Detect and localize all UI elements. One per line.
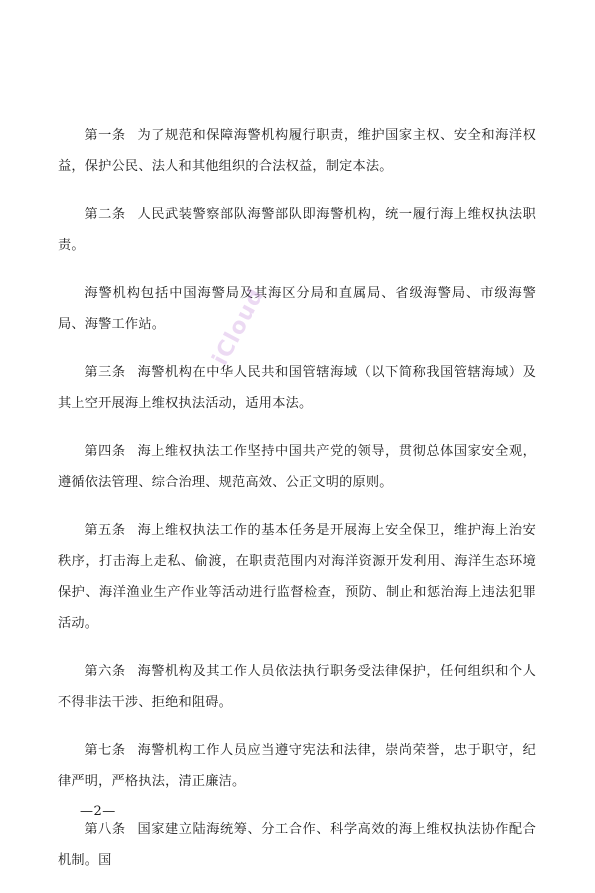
article-text: 海警机构包括中国海警局及其海区分局和直属局、省级海警局、市级海警局、海警工作站。	[58, 286, 536, 332]
page-number: —2—	[80, 804, 116, 819]
article-number: 第五条	[84, 523, 126, 538]
article-text: 海上维权执法工作坚持中国共产党的领导，贯彻总体国家安全观，遵循依法管理、综合治理、规范高效、公正文明的原则。	[58, 444, 536, 490]
document-body	[58, 120, 536, 893]
article-text: 海警机构工作人员应当遵守宪法和法律，崇尚荣誉，忠于职守，纪律严明，严格执法，清正廉洁。	[58, 743, 536, 789]
article-3	[58, 357, 536, 419]
article-6	[58, 656, 536, 718]
article-2	[58, 199, 536, 261]
article-number: 第二条	[84, 207, 126, 222]
article-8	[58, 814, 536, 876]
article-text: 为了规范和保障海警机构履行职责，维护国家主权、安全和海洋权益，保护公民、法人和其他组织的合法权益，制定本法。	[58, 128, 536, 174]
article-text: 海上维权执法工作的基本任务是开展海上安全保卫，维护海上治安秩序，打击海上走私、偷渡，在职责范围内对海洋资源开发利用、海洋生态环境保护、海洋渔业生产作业等活动进行监督检查，预防、制止和惩治海上违法犯罪活动。	[58, 523, 536, 631]
article-2-paragraph-2	[58, 278, 536, 340]
article-number: 第一条	[84, 128, 126, 143]
article-1	[58, 120, 536, 182]
article-text: 人民武装警察部队海警部队即海警机构，统一履行海上维权执法职责。	[58, 207, 536, 253]
article-text: 海警机构及其工作人员依法执行职务受法律保护，任何组织和个人不得非法干涉、拒绝和阻碍。	[58, 664, 536, 710]
article-text: 国家建立陆海统筹、分工合作、科学高效的海上维权执法协作配合机制。国	[58, 822, 536, 868]
article-number: 第四条	[84, 444, 126, 459]
article-number: 第六条	[84, 664, 126, 679]
article-number: 第八条	[84, 822, 126, 837]
article-number: 第七条	[84, 743, 126, 758]
article-5	[58, 515, 536, 639]
article-4	[58, 436, 536, 498]
article-number: 第三条	[84, 365, 126, 380]
article-text: 海警机构在中华人民共和国管辖海域（以下简称我国管辖海域）及其上空开展海上维权执法活动，适用本法。	[58, 365, 536, 411]
article-7	[58, 735, 536, 797]
watermark: iCloud	[208, 284, 270, 370]
